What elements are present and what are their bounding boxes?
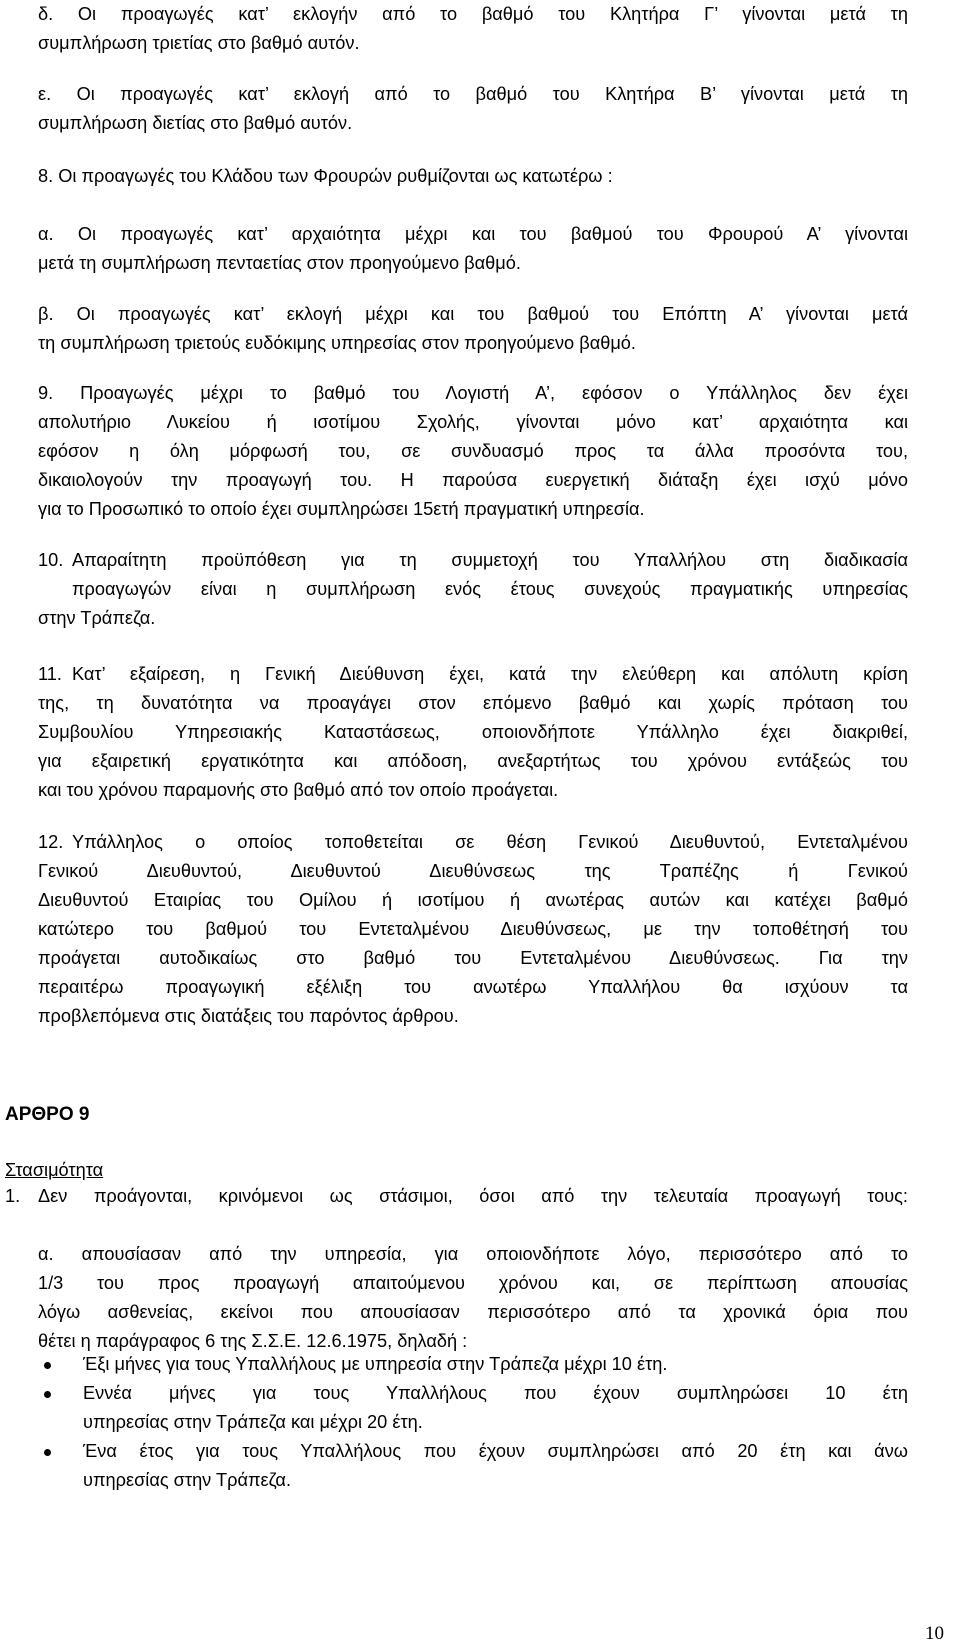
bullet-icon: [44, 1449, 51, 1456]
text-line: Διευθυντού Εταιρίας του Ομίλου ή ισοτίμου ή ανωτέρας αυτών και κατέχει βαθμό: [38, 890, 908, 910]
bullet-item-2: [83, 1379, 908, 1437]
text-line: Γενικού Διευθυντού, Διευθυντού Διευθύνσεως της Τραπέζης ή Γενικού: [38, 861, 908, 881]
paragraph-beta: [38, 300, 908, 358]
paragraph-item-11: [38, 689, 908, 805]
text-line: Έξι μήνες για τους Υπαλλήλους με υπηρεσία στην Τράπεζα μέχρι 10 έτη.: [83, 1354, 668, 1374]
paragraph-item-10: [72, 546, 908, 604]
text-line: για εξαιρετική εργατικότητα και απόδοση, ανεξαρτήτως του χρόνου εντάξεώς του: [38, 751, 908, 771]
text-line: και του χρόνου παραμονής στο βαθμό από τον οποίο προάγεται.: [38, 780, 559, 800]
text-line: κατώτερο του βαθμού του Εντεταλμένου Διευθύνσεως, με την τοποθέτησή του: [38, 919, 908, 939]
article-subheading: Στασιμότητα: [5, 1160, 104, 1180]
paragraph-item-12-first: [72, 828, 908, 857]
text-line: α. Οι προαγωγές κατ’ αρχαιότητα μέχρι και του βαθμού του Φρουρού Α’ γίνονται: [38, 224, 908, 244]
text-line: υπηρεσίας στην Τράπεζα.: [83, 1470, 292, 1490]
text-line: τη συμπλήρωση τριετούς ευδόκιμης υπηρεσίας στον προηγούμενο βαθμό.: [38, 333, 636, 353]
text-line: προάγεται αυτοδικαίως στο βαθμό του Εντεταλμένου Διευθύνσεως. Για την: [38, 948, 908, 968]
paragraph-item-10-last: [38, 604, 908, 633]
text-line: συμπλήρωση τριετίας στο βαθμό αυτόν.: [38, 33, 360, 53]
text-line: δ. Οι προαγωγές κατ’ εκλογήν από το βαθμό του Κλητήρα Γ’ γίνονται μετά τη: [38, 4, 908, 24]
text-line: θέτει η παράγραφος 6 της Σ.Σ.Ε. 12.6.1975, δηλαδή :: [38, 1331, 468, 1351]
article-paragraph-alpha: [38, 1240, 908, 1356]
text-line: 1/3 του προς προαγωγή απαιτούμενου χρόνου και, σε περίπτωση απουσίας: [38, 1273, 908, 1293]
bullet-item-1: [83, 1350, 908, 1379]
text-line: της, τη δυνατότητα να προαγάγει στον επόμενο βαθμό και χωρίς πρόταση του: [38, 693, 908, 713]
text-line: Ένα έτος για τους Υπαλλήλους που έχουν συμπληρώσει από 20 έτη και άνω: [83, 1441, 908, 1461]
text-line: απολυτήριο Λυκείου ή ισοτίμου Σχολής, γίνονται μόνο κατ’ αρχαιότητα και: [38, 412, 908, 432]
bullet-item-3: [83, 1437, 908, 1495]
text-line: Απαραίτητη προϋπόθεση για τη συμμετοχή του Υπαλλήλου στη διαδικασία: [72, 550, 908, 570]
item-10-number: 10.: [38, 550, 64, 570]
text-line: Υπάλληλος ο οποίος τοποθετείται σε θέση Γενικού Διευθυντού, Εντεταλμένου: [72, 832, 908, 852]
text-line: Κατ’ εξαίρεση, η Γενική Διεύθυνση έχει, κατά την ελεύθερη και απόλυτη κρίση: [72, 664, 908, 684]
paragraph-delta: [38, 0, 908, 58]
text-line: 9. Προαγωγές μέχρι το βαθμό του Λογιστή Α’, εφόσον ο Υπάλληλος δεν έχει: [38, 383, 908, 403]
text-line: Συμβουλίου Υπηρεσιακής Καταστάσεως, οποιονδήποτε Υπάλληλο έχει διακριθεί,: [38, 722, 908, 742]
paragraph-epsilon: [38, 80, 908, 138]
text-line: στην Τράπεζα.: [38, 608, 156, 628]
text-line: 8. Οι προαγωγές του Κλάδου των Φρουρών ρυθμίζονται ως κατωτέρω :: [38, 166, 613, 186]
text-line: προαγωγών είναι η συμπλήρωση ενός έτους συνεχούς πραγματικής υπηρεσίας: [72, 579, 908, 599]
article-item-1: [38, 1182, 908, 1211]
page-number: 10: [925, 1623, 944, 1644]
text-line: μετά τη συμπλήρωση πενταετίας στον προηγούμενο βαθμό.: [38, 253, 521, 273]
text-line: περαιτέρω προαγωγική εξέλιξη του ανωτέρω Υπαλλήλου θα ισχύουν τα: [38, 977, 908, 997]
paragraph-alpha: [38, 220, 908, 278]
bullet-icon: [44, 1362, 51, 1369]
text-line: λόγω ασθενείας, εκείνοι που απουσίασαν περισσότερο από τα χρονικά όρια που: [38, 1302, 908, 1322]
item-11-number: 11.: [38, 664, 62, 684]
text-line: δικαιολογούν την προαγωγή του. Η παρούσα ευεργετική διάταξη έχει ισχύ μόνο: [38, 470, 908, 490]
text-line: β. Οι προαγωγές κατ’ εκλογή μέχρι και του βαθμού του Επόπτη Α’ γίνονται μετά: [38, 304, 908, 324]
paragraph-item-12: [38, 857, 908, 1031]
text-line: α. απουσίασαν από την υπηρεσία, για οποιονδήποτε λόγο, περισσότερο από το: [38, 1244, 908, 1264]
text-line: προβλεπόμενα στις διατάξεις του παρόντος άρθρου.: [38, 1006, 459, 1026]
text-line: συμπλήρωση διετίας στο βαθμό αυτόν.: [38, 113, 353, 133]
text-line: Εννέα μήνες για τους Υπαλλήλους που έχουν συμπληρώσει 10 έτη: [83, 1383, 908, 1403]
text-line: ε. Οι προαγωγές κατ’ εκλογή από το βαθμό του Κλητήρα Β’ γίνονται μετά τη: [38, 84, 908, 104]
item-12-number: 12.: [38, 832, 64, 852]
article-heading: ΑΡΘΡΟ 9: [5, 1104, 90, 1125]
text-line: εφόσον η όλη μόρφωσή του, σε συνδυασμό προς τα άλλα προσόντα του,: [38, 441, 908, 461]
paragraph-item-9: [38, 379, 908, 524]
text-line: υπηρεσίας στην Τράπεζα και μέχρι 20 έτη.: [83, 1412, 423, 1432]
paragraph-item-8: [38, 162, 908, 191]
article-item-1-number: 1.: [5, 1186, 21, 1206]
text-line: Δεν προάγονται, κρινόμενοι ως στάσιμοι, όσοι από την τελευταία προαγωγή τους:: [38, 1186, 908, 1206]
text-line: για το Προσωπικό το οποίο έχει συμπληρώσει 15ετή πραγματική υπηρεσία.: [38, 499, 645, 519]
paragraph-item-11-first: [72, 660, 908, 689]
bullet-icon: [44, 1391, 51, 1398]
